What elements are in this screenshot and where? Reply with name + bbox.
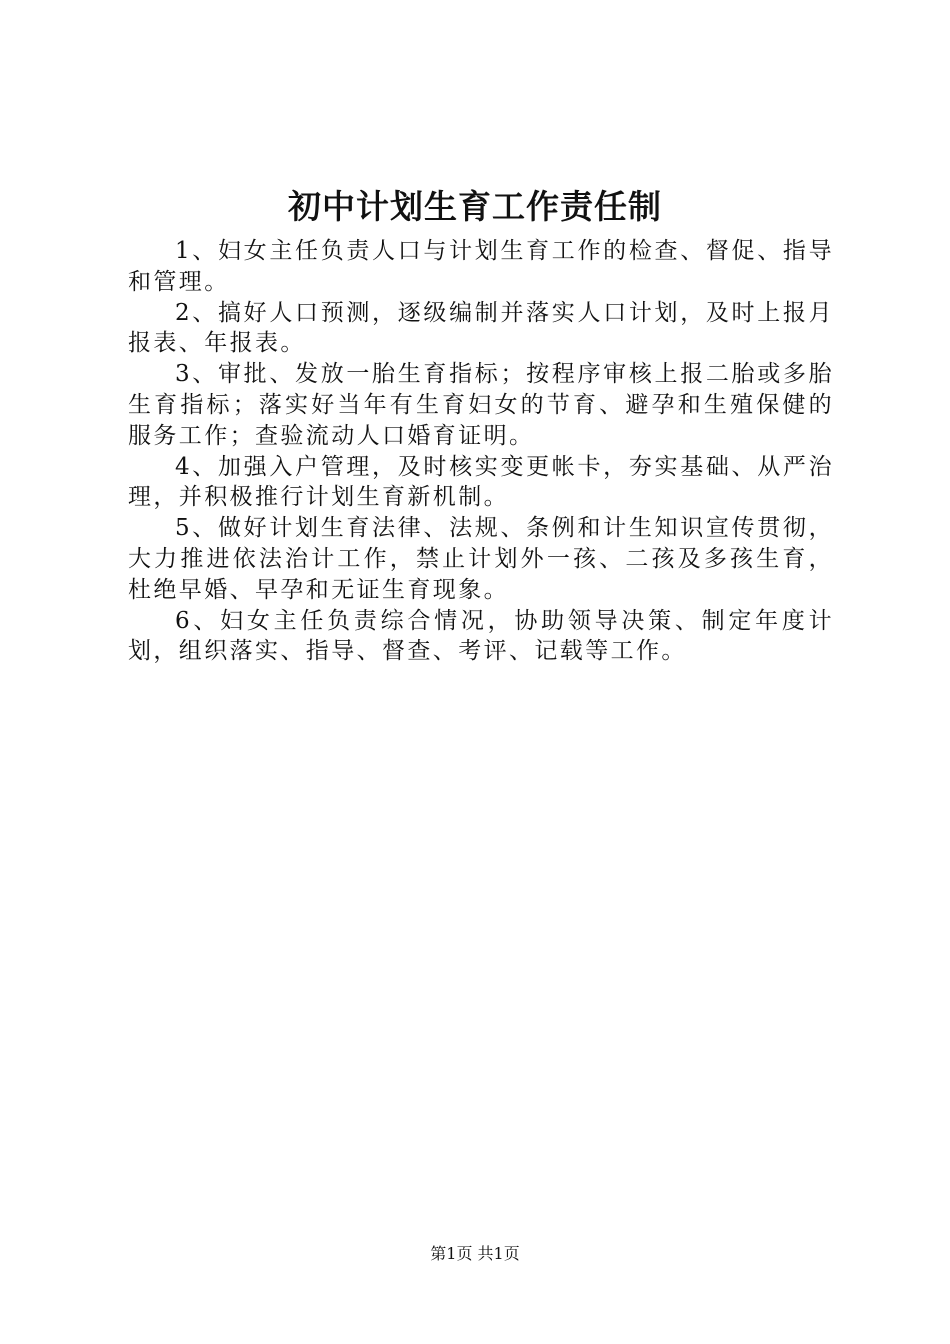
paragraph-3: 3、审批、发放一胎生育指标；按程序审核上报二胎或多胎生育指标；落实好当年有生育妇女的节育、避孕和生殖保健的服务工作；查验流动人口婚育证明。 <box>128 361 834 449</box>
page-footer: 第1页 共1页 <box>430 1244 520 1263</box>
paragraph-5: 5、做好计划生育法律、法规、条例和计生知识宣传贯彻，大力推进依法治计工作，禁止计划外一孩、二孩及多孩生育，杜绝早婚、早孕和无证生育现象。 <box>128 515 834 603</box>
document-body <box>128 236 834 667</box>
document-title: 初中计划生育工作责任制 <box>288 187 662 226</box>
paragraph-2: 2、搞好人口预测，逐级编制并落实人口计划，及时上报月报表、年报表。 <box>128 299 834 357</box>
paragraph-6: 6、妇女主任负责综合情况，协助领导决策、制定年度计划，组织落实、指导、督查、考评、记载等工作。 <box>128 607 834 665</box>
paragraph-1: 1、妇女主任负责人口与计划生育工作的检查、督促、指导和管理。 <box>128 238 834 295</box>
paragraph-4: 4、加强入户管理，及时核实变更帐卡，夯实基础、从严治理，并积极推行计划生育新机制。 <box>128 453 834 511</box>
